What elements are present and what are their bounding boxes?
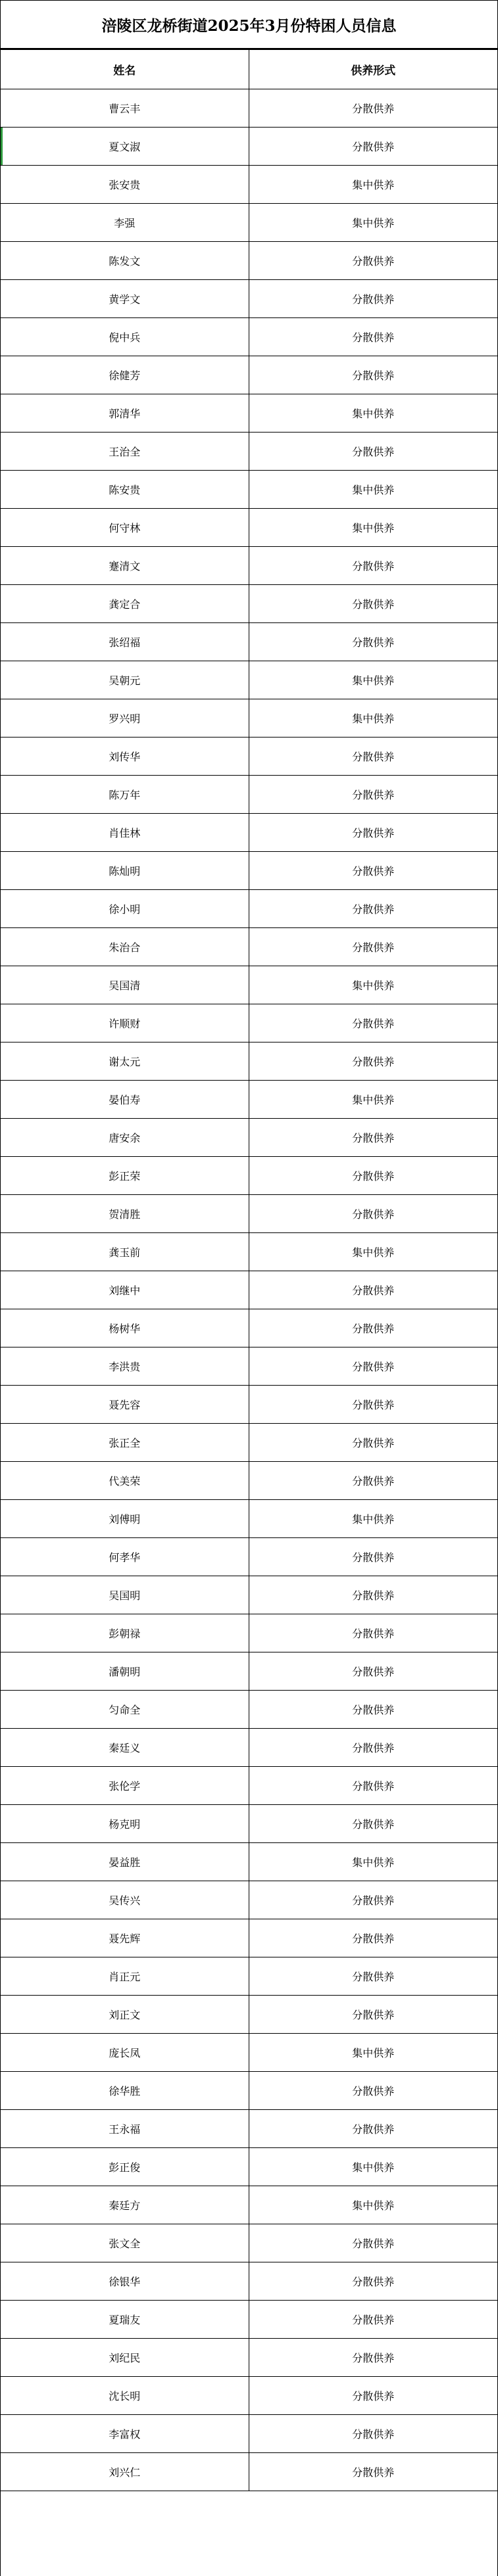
cell-name[interactable]: 罗兴明 — [1, 699, 249, 738]
cell-name[interactable]: 杨克明 — [1, 1805, 249, 1843]
cell-name[interactable]: 陈安贵 — [1, 471, 249, 509]
cell-support-type[interactable]: 分散供养 — [249, 547, 497, 585]
cell-name[interactable]: 吴朝元 — [1, 661, 249, 699]
cell-name[interactable]: 曹云丰 — [1, 89, 249, 128]
table-row — [1, 2072, 497, 2110]
table-row — [1, 2110, 497, 2148]
table-row — [1, 1691, 497, 1729]
cell-support-type[interactable]: 集中供养 — [249, 471, 497, 509]
cell-support-type[interactable]: 分散供养 — [249, 2224, 497, 2262]
cell-name[interactable]: 许顺财 — [1, 1004, 249, 1042]
cell-support-type[interactable]: 集中供养 — [249, 1233, 497, 1271]
cell-name[interactable]: 聂先容 — [1, 1386, 249, 1424]
cell-name[interactable]: 张绍福 — [1, 623, 249, 661]
cell-support-type[interactable]: 分散供养 — [249, 1386, 497, 1424]
table-row — [1, 1576, 497, 1614]
cell-name[interactable]: 彭正荣 — [1, 1157, 249, 1195]
cell-support-type[interactable]: 分散供养 — [249, 2072, 497, 2110]
table-row — [1, 2148, 497, 2186]
cell-name[interactable]: 彭正俊 — [1, 2148, 249, 2186]
cell-support-type[interactable]: 分散供养 — [249, 318, 497, 356]
cell-support-type[interactable]: 集中供养 — [249, 2186, 497, 2224]
cell-name[interactable]: 夏瑞友 — [1, 2301, 249, 2339]
cell-name[interactable]: 王永福 — [1, 2110, 249, 2148]
cell-name[interactable]: 张正全 — [1, 1424, 249, 1462]
cell-support-type[interactable]: 集中供养 — [249, 204, 497, 242]
cell-support-type[interactable]: 分散供养 — [249, 1004, 497, 1042]
table-row — [1, 814, 497, 852]
cell-support-type[interactable]: 集中供养 — [249, 166, 497, 204]
cell-name[interactable]: 徐健芳 — [1, 356, 249, 394]
cell-name[interactable]: 陈灿明 — [1, 852, 249, 890]
table-row — [1, 966, 497, 1004]
cell-name[interactable]: 张文全 — [1, 2224, 249, 2262]
table-row — [1, 2186, 497, 2224]
cell-support-type[interactable]: 分散供养 — [249, 2453, 497, 2491]
table-row — [1, 318, 497, 356]
cell-name[interactable]: 龚玉前 — [1, 1233, 249, 1271]
cell-support-type[interactable]: 分散供养 — [249, 928, 497, 966]
table-row — [1, 1233, 497, 1271]
cell-name[interactable]: 何守林 — [1, 509, 249, 547]
cell-name[interactable]: 刘继中 — [1, 1271, 249, 1309]
table-row — [1, 1195, 497, 1233]
cell-support-type[interactable]: 分散供养 — [249, 1652, 497, 1691]
cell-name[interactable]: 李强 — [1, 204, 249, 242]
cell-name[interactable]: 何孝华 — [1, 1538, 249, 1576]
cell-name[interactable]: 彭朝禄 — [1, 1614, 249, 1652]
table-row — [1, 2034, 497, 2072]
table-row — [1, 623, 497, 661]
cell-support-type[interactable]: 分散供养 — [249, 1157, 497, 1195]
cell-support-type[interactable]: 集中供养 — [249, 394, 497, 433]
table-row — [1, 1881, 497, 1919]
cell-name[interactable]: 杨树华 — [1, 1309, 249, 1347]
cell-name[interactable]: 徐小明 — [1, 890, 249, 928]
table-row — [1, 1843, 497, 1881]
table-row — [1, 776, 497, 814]
cell-name[interactable]: 吴传兴 — [1, 1881, 249, 1919]
cell-support-type[interactable]: 分散供养 — [249, 1614, 497, 1652]
cell-support-type[interactable]: 分散供养 — [249, 2262, 497, 2301]
cell-support-type[interactable]: 分散供养 — [249, 242, 497, 280]
cell-name[interactable]: 庞长凤 — [1, 2034, 249, 2072]
cell-name[interactable]: 肖佳林 — [1, 814, 249, 852]
cell-support-type[interactable]: 分散供养 — [249, 585, 497, 623]
cell-support-type[interactable]: 分散供养 — [249, 1957, 497, 1996]
table-row — [1, 2301, 497, 2339]
cell-support-type[interactable]: 分散供养 — [249, 1119, 497, 1157]
cell-support-type[interactable]: 分散供养 — [249, 1729, 497, 1767]
cell-name[interactable]: 李富权 — [1, 2415, 249, 2453]
cell-name[interactable]: 黄学文 — [1, 280, 249, 318]
cell-support-type[interactable]: 分散供养 — [249, 2339, 497, 2377]
personnel-table — [1, 49, 497, 2491]
table-row — [1, 1614, 497, 1652]
cell-name[interactable]: 沈长明 — [1, 2377, 249, 2415]
table-row — [1, 2453, 497, 2491]
cell-name[interactable]: 王治全 — [1, 433, 249, 471]
table-row — [1, 890, 497, 928]
cell-name[interactable]: 秦廷方 — [1, 2186, 249, 2224]
cell-support-type[interactable]: 集中供养 — [249, 1081, 497, 1119]
cell-support-type[interactable]: 分散供养 — [249, 1424, 497, 1462]
table-row — [1, 738, 497, 776]
cell-support-type[interactable]: 分散供养 — [249, 1271, 497, 1309]
cell-support-type[interactable]: 分散供养 — [249, 2415, 497, 2453]
cell-name[interactable]: 谢太元 — [1, 1042, 249, 1081]
cell-name[interactable]: 龚定合 — [1, 585, 249, 623]
cell-name[interactable]: 倪中兵 — [1, 318, 249, 356]
cell-support-type[interactable]: 分散供养 — [249, 1576, 497, 1614]
cell-name[interactable]: 贺清胜 — [1, 1195, 249, 1233]
cell-support-type[interactable]: 分散供养 — [249, 623, 497, 661]
cell-support-type[interactable]: 分散供养 — [249, 1042, 497, 1081]
cell-support-type[interactable]: 分散供养 — [249, 1462, 497, 1500]
cell-support-type[interactable]: 集中供养 — [249, 2034, 497, 2072]
sheet-title: 涪陵区龙桥街道2025年3月份特困人员信息 — [1, 0, 497, 49]
cell-support-type[interactable]: 分散供养 — [249, 2301, 497, 2339]
cell-support-type[interactable]: 分散供养 — [249, 890, 497, 928]
table-body — [1, 89, 497, 2491]
cell-support-type[interactable]: 分散供养 — [249, 1805, 497, 1843]
cell-support-type[interactable]: 分散供养 — [249, 738, 497, 776]
cell-support-type[interactable]: 分散供养 — [249, 89, 497, 128]
cell-name[interactable]: 蹇清文 — [1, 547, 249, 585]
cell-support-type[interactable]: 分散供养 — [249, 1347, 497, 1386]
table-row — [1, 1081, 497, 1119]
cell-support-type[interactable]: 集中供养 — [249, 699, 497, 738]
table-row — [1, 585, 497, 623]
cell-support-type[interactable]: 分散供养 — [249, 1996, 497, 2034]
cell-name[interactable]: 匀命全 — [1, 1691, 249, 1729]
column-header-support-type[interactable]: 供养形式 — [249, 50, 497, 89]
table-row — [1, 1500, 497, 1538]
table-row — [1, 1271, 497, 1309]
cell-support-type[interactable]: 集中供养 — [249, 661, 497, 699]
table-row — [1, 1119, 497, 1157]
table-row — [1, 2339, 497, 2377]
table-row — [1, 1424, 497, 1462]
table-row — [1, 1538, 497, 1576]
cell-name[interactable]: 陈万年 — [1, 776, 249, 814]
table-row — [1, 2415, 497, 2453]
cell-name[interactable]: 徐华胜 — [1, 2072, 249, 2110]
table-row — [1, 2262, 497, 2301]
cell-name[interactable]: 吴国明 — [1, 1576, 249, 1614]
table-row — [1, 1996, 497, 2034]
cell-support-type[interactable]: 分散供养 — [249, 128, 497, 166]
table-row — [1, 1157, 497, 1195]
cell-support-type[interactable]: 分散供养 — [249, 1538, 497, 1576]
cell-name[interactable]: 徐银华 — [1, 2262, 249, 2301]
header-row — [1, 50, 497, 89]
cell-support-type[interactable]: 分散供养 — [249, 280, 497, 318]
table-row — [1, 242, 497, 280]
cell-name[interactable]: 晏益胜 — [1, 1843, 249, 1881]
cell-support-type[interactable]: 集中供养 — [249, 966, 497, 1004]
cell-name[interactable]: 代美荣 — [1, 1462, 249, 1500]
table-row — [1, 1805, 497, 1843]
table-row — [1, 1919, 497, 1957]
cell-support-type[interactable]: 分散供养 — [249, 433, 497, 471]
cell-support-type[interactable]: 分散供养 — [249, 1919, 497, 1957]
cell-name[interactable]: 陈发文 — [1, 242, 249, 280]
cell-name[interactable]: 刘正文 — [1, 1996, 249, 2034]
table-row — [1, 547, 497, 585]
table-row — [1, 509, 497, 547]
cell-name[interactable]: 夏文淑 — [1, 128, 249, 166]
cell-name[interactable]: 郭清华 — [1, 394, 249, 433]
cell-support-type[interactable]: 集中供养 — [249, 1500, 497, 1538]
table-row — [1, 661, 497, 699]
table-row — [1, 433, 497, 471]
cell-name[interactable]: 张伦学 — [1, 1767, 249, 1805]
table-row — [1, 1729, 497, 1767]
cell-support-type[interactable]: 分散供养 — [249, 852, 497, 890]
table-row — [1, 1767, 497, 1805]
table-row — [1, 699, 497, 738]
table-row — [1, 1386, 497, 1424]
table-row — [1, 1957, 497, 1996]
cell-name[interactable]: 张安贵 — [1, 166, 249, 204]
column-header-name[interactable]: 姓名 — [1, 50, 249, 89]
table-row — [1, 166, 497, 204]
cell-name[interactable]: 秦廷义 — [1, 1729, 249, 1767]
cell-name[interactable]: 刘傅明 — [1, 1500, 249, 1538]
cell-support-type[interactable]: 分散供养 — [249, 356, 497, 394]
cell-support-type[interactable]: 分散供养 — [249, 1309, 497, 1347]
table-row — [1, 204, 497, 242]
cell-name[interactable]: 晏伯寿 — [1, 1081, 249, 1119]
table-row — [1, 2377, 497, 2415]
table-row — [1, 128, 497, 166]
table-row — [1, 928, 497, 966]
cell-name[interactable]: 聂先辉 — [1, 1919, 249, 1957]
cell-support-type[interactable]: 集中供养 — [249, 509, 497, 547]
table-row — [1, 1309, 497, 1347]
cell-support-type[interactable]: 分散供养 — [249, 814, 497, 852]
cell-name[interactable]: 肖正元 — [1, 1957, 249, 1996]
cell-name[interactable]: 李洪贵 — [1, 1347, 249, 1386]
cell-name[interactable]: 潘朝明 — [1, 1652, 249, 1691]
table-row — [1, 1347, 497, 1386]
table-row — [1, 280, 497, 318]
table-row — [1, 1004, 497, 1042]
table-row — [1, 89, 497, 128]
table-row — [1, 1652, 497, 1691]
cell-name[interactable]: 刘纪民 — [1, 2339, 249, 2377]
cell-name[interactable]: 刘兴仁 — [1, 2453, 249, 2491]
cell-support-type[interactable]: 集中供养 — [249, 2148, 497, 2186]
table-row — [1, 394, 497, 433]
cell-support-type[interactable]: 分散供养 — [249, 1767, 497, 1805]
cell-name[interactable]: 朱治合 — [1, 928, 249, 966]
table-row — [1, 1042, 497, 1081]
cell-support-type[interactable]: 分散供养 — [249, 2377, 497, 2415]
table-row — [1, 356, 497, 394]
table-row — [1, 2224, 497, 2262]
table-row — [1, 1462, 497, 1500]
table-row — [1, 852, 497, 890]
cell-support-type[interactable]: 分散供养 — [249, 1881, 497, 1919]
table-row — [1, 471, 497, 509]
cell-name[interactable]: 刘传华 — [1, 738, 249, 776]
cell-support-type[interactable]: 分散供养 — [249, 1195, 497, 1233]
cell-name[interactable]: 吴国清 — [1, 966, 249, 1004]
cell-support-type[interactable]: 分散供养 — [249, 776, 497, 814]
cell-name[interactable]: 唐安余 — [1, 1119, 249, 1157]
cell-support-type[interactable]: 分散供养 — [249, 2110, 497, 2148]
cell-support-type[interactable]: 分散供养 — [249, 1691, 497, 1729]
cell-support-type[interactable]: 集中供养 — [249, 1843, 497, 1881]
